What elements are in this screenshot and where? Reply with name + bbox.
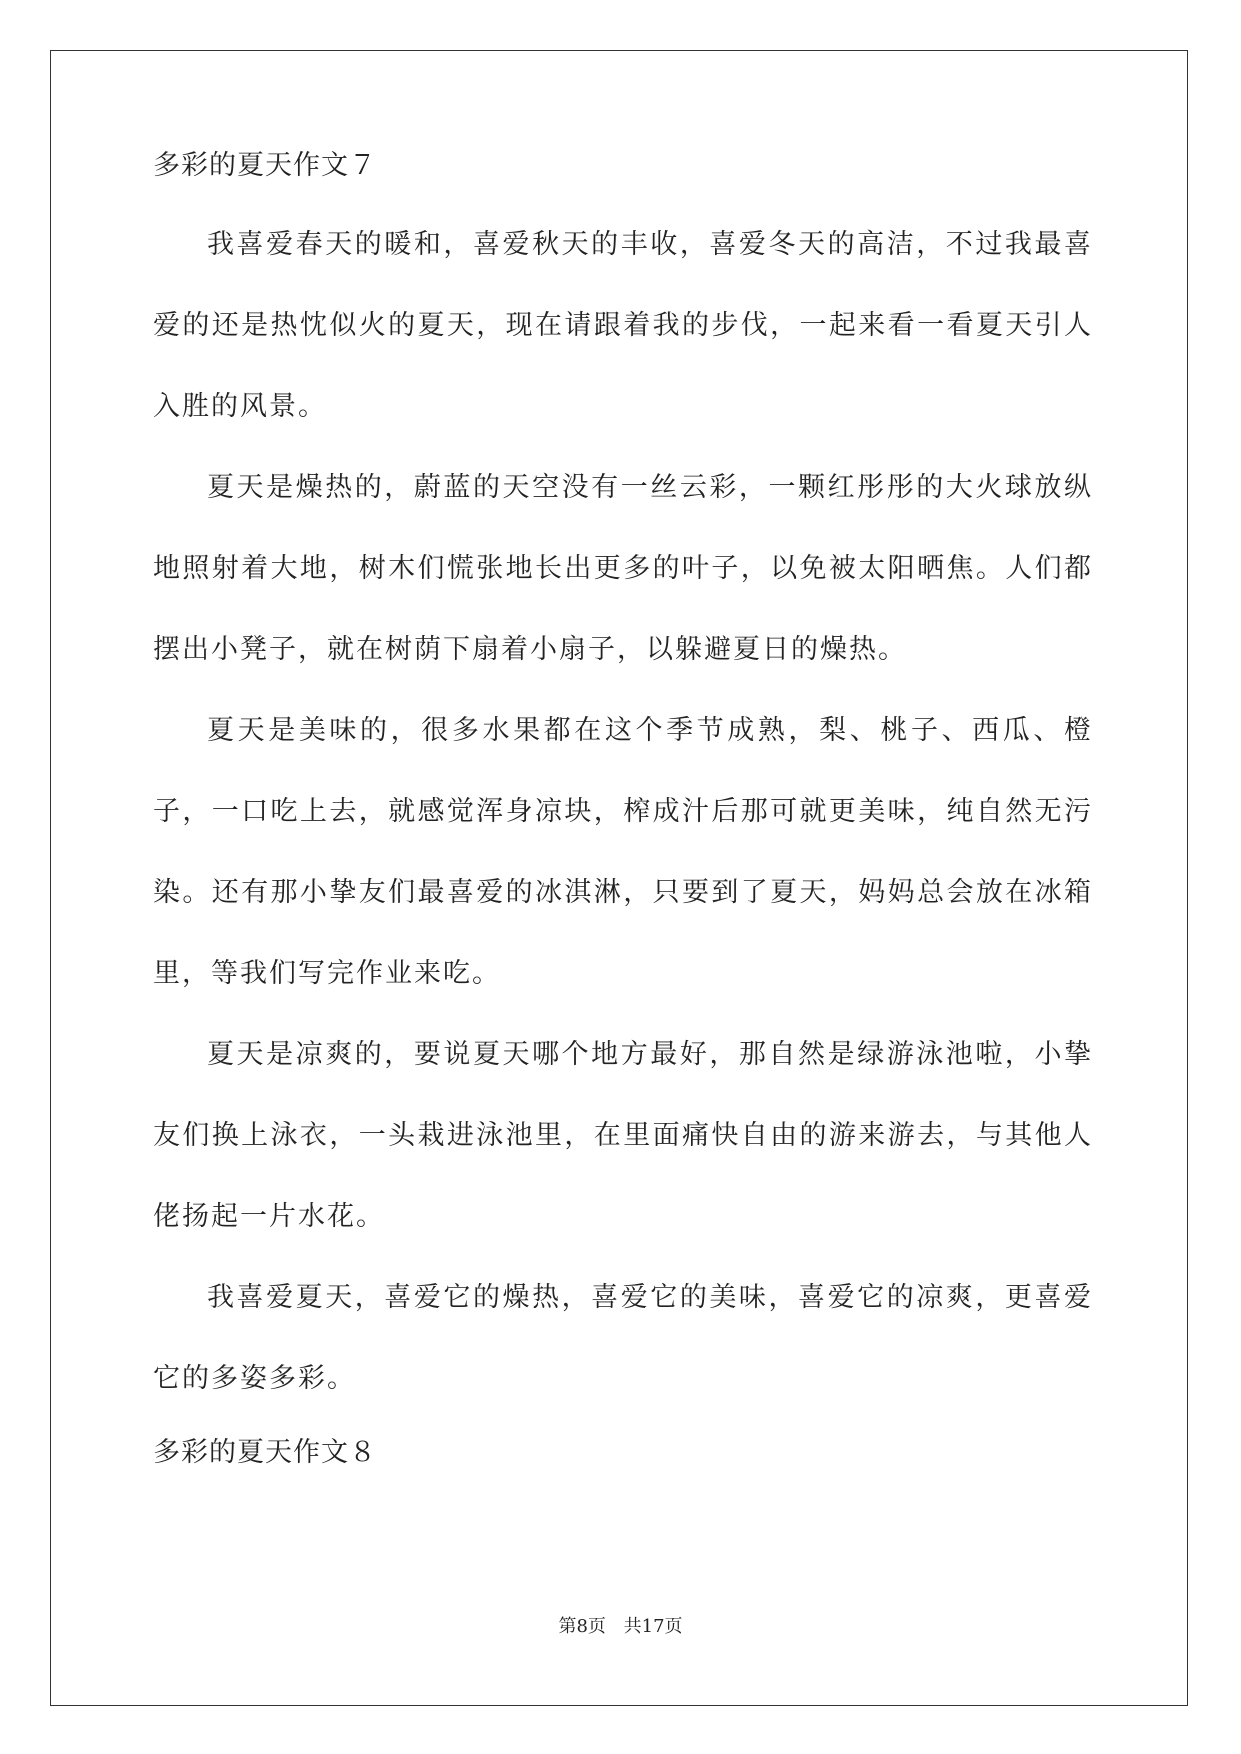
document-body	[153, 146, 1093, 1473]
paragraph-list	[153, 204, 1093, 1419]
page-total: 共17页	[623, 1616, 683, 1637]
paragraph: 夏天是美味的，很多水果都在这个季节成熟，梨、桃子、西瓜、橙子，一口吃上去，就感觉浑身凉块，榨成汁后那可就更美味，纯自然无污染。还有那小挚友们最喜爱的冰淇淋，只要到了夏天，妈妈总会放在冰箱里，等我们写完作业来吃。	[153, 715, 1093, 989]
paragraph: 我喜爱夏天，喜爱它的燥热，喜爱它的美味，喜爱它的凉爽，更喜爱它的多姿多彩。	[153, 1282, 1093, 1394]
paragraph: 我喜爱春天的暖和，喜爱秋天的丰收，喜爱冬天的高洁，不过我最喜爱的还是热忱似火的夏天，现在请跟着我的步伐，一起来看一看夏天引人入胜的风景。	[153, 229, 1093, 422]
section-heading-7: 多彩的夏天作文７	[153, 150, 377, 181]
paragraph: 夏天是燥热的，蔚蓝的天空没有一丝云彩，一颗红彤彤的大火球放纵地照射着大地，树木们慌张地长出更多的叶子，以免被太阳晒焦。人们都摆出小凳子，就在树荫下扇着小扇子，以躲避夏日的燥热。	[153, 472, 1093, 665]
page-footer	[0, 1612, 1241, 1638]
section-heading-8: 多彩的夏天作文８	[153, 1437, 377, 1468]
page-number: 第8页	[558, 1616, 606, 1637]
paragraph: 夏天是凉爽的，要说夏天哪个地方最好，那自然是绿游泳池啦，小挚友们换上泳衣，一头栽进泳池里，在里面痛快自由的游来游去，与其他人佬扬起一片水花。	[153, 1039, 1093, 1232]
